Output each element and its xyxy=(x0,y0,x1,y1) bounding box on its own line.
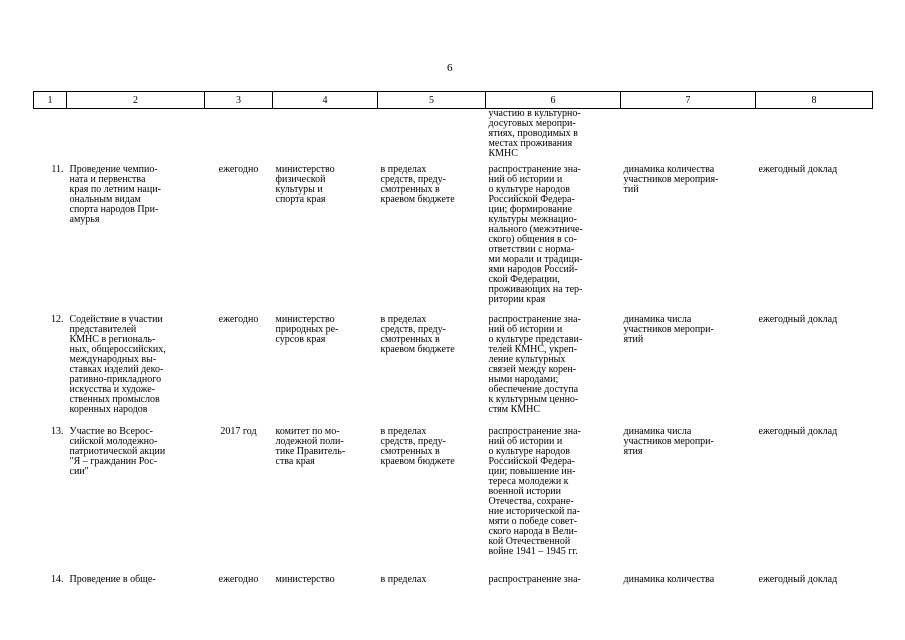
column-header-row xyxy=(34,92,873,109)
column-header: 8 xyxy=(756,92,873,109)
cell-funding: в пределах средств, преду- смотренных в краевом бюджете xyxy=(380,314,455,355)
column-header: 7 xyxy=(621,92,756,109)
cell-number: 11. xyxy=(51,164,64,175)
cell-executor: министерство природных ре- сурсов края xyxy=(275,314,339,345)
cell-number: 13. xyxy=(51,426,64,437)
cell-indicator: динамика количества xyxy=(623,574,715,585)
cell-report: ежегодный доклад xyxy=(758,574,838,585)
column-header: 1 xyxy=(34,92,67,109)
cell-event: Проведение в обще- xyxy=(69,574,156,585)
cell-result: распространение зна- ний об истории и о культуре представи- телей КМНС, укреп- ление культурных связей между корен- ными народами; обеспечение доступа к культурным ценно- стям КМНС xyxy=(488,314,583,415)
table-row xyxy=(34,427,873,575)
cell-indicator: динамика числа участников меропри- ятия xyxy=(623,426,714,457)
cell-report: ежегодный доклад xyxy=(758,426,838,437)
cell-executor: комитет по мо- лодежной поли- тике Правитель- ства края xyxy=(275,426,346,467)
continuation-row xyxy=(34,109,873,166)
column-header: 5 xyxy=(378,92,486,109)
cell-number: 12. xyxy=(51,314,64,325)
cell-indicator: динамика количества участников мероприя- тий xyxy=(623,164,719,195)
plan-table xyxy=(33,91,873,595)
column-header: 2 xyxy=(67,92,205,109)
cell-event: Содействие в участии представителей КМНС в региональ- ных, общероссийских, международных вы- ставках изделий деко- ративно-прикладного искусства и художе- ственных промыслов коренных народов xyxy=(69,314,166,415)
cell-executor: министерство физической культуры и спорта края xyxy=(275,164,335,205)
cell-date: ежегодно xyxy=(218,574,259,585)
cell-result: распространение зна- ний об истории и о культуре народов Российской Федера- ции; повышение ин- тереса молодежи к военной истории Отечества, сохране- ние исторической па- мяти о победе совет- ского народа в Вели- кой Отечественной войне 1941 – 1945 гг. xyxy=(488,426,581,557)
cell-report: ежегодный доклад xyxy=(758,314,838,325)
cell-event: Проведение чемпио- ната и первенства края по летним наци- ональным видам спорта народов При- амурья xyxy=(69,164,161,225)
cell-date: ежегодно xyxy=(218,164,259,175)
cell-indicator: динамика числа участников меропри- ятий xyxy=(623,314,714,345)
cell-funding: в пределах xyxy=(380,574,427,585)
table-row xyxy=(34,315,873,427)
cell-result: распространение зна- ний об истории и о культуре народов Российской Федера- ции; формирование культуры межнацио- нального (межэтниче- ского) общения в со- ответствии с норма- ми морали и традици- ями народов Россий- ской Федерации, проживающих на тер- ритории края xyxy=(488,164,583,305)
column-header: 3 xyxy=(205,92,273,109)
cell-number: 14. xyxy=(51,574,64,585)
cell-executor: министерство xyxy=(275,574,335,585)
cell-result: распространение зна- xyxy=(488,574,581,585)
cell-report: ежегодный доклад xyxy=(758,164,838,175)
cell-result: участию в культурно- досуговых меропри- ятиях, проводимых в местах проживания КМНС xyxy=(488,108,581,159)
column-header: 4 xyxy=(273,92,378,109)
page-number: 6 xyxy=(447,62,453,74)
cell-date: ежегодно xyxy=(218,314,259,325)
column-header: 6 xyxy=(486,92,621,109)
table-row xyxy=(34,165,873,315)
cell-date: 2017 год xyxy=(220,426,257,437)
cell-event: Участие во Всерос- сийской молодежно- патриотической акции "Я – гражданин Рос- сии" xyxy=(69,426,166,477)
cell-funding: в пределах средств, преду- смотренных в краевом бюджете xyxy=(380,426,455,467)
cell-funding: в пределах средств, преду- смотренных в краевом бюджете xyxy=(380,164,455,205)
table-row xyxy=(34,575,873,595)
